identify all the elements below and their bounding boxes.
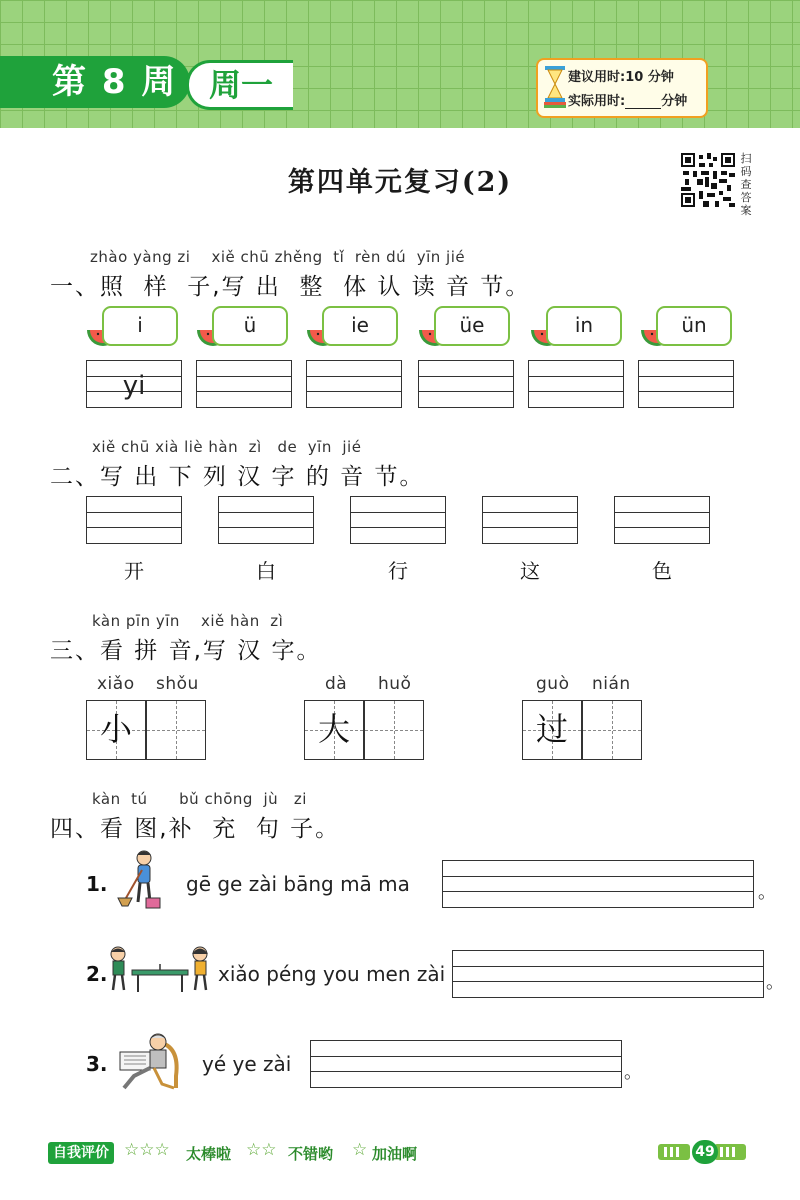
pinyin-writing-box-1[interactable]: [86, 360, 182, 408]
tian-grid-3b[interactable]: [582, 700, 642, 760]
pinyin-writing-box-6[interactable]: [638, 360, 734, 408]
period-3: 。: [624, 1062, 642, 1083]
actual-time-blank[interactable]: [625, 96, 661, 109]
section1-heading: 一、照 样 子,写 出 整 体 认 读 音 节。: [50, 274, 531, 300]
section3-heading: 三、看 拼 音,写 汉 字。: [50, 638, 322, 664]
hanzi-char-1: 开: [124, 559, 144, 583]
tian-grid-3a[interactable]: [522, 700, 582, 760]
actual-time-label: 实际用时:: [568, 94, 626, 109]
vowel-card-2: ü: [212, 306, 288, 346]
suggested-time: 建议用时:10 分钟: [568, 70, 674, 85]
tian-grid-1a[interactable]: [86, 700, 146, 760]
rating-label-keep-going: 加油啊: [372, 1145, 418, 1163]
sentence-2-pinyin: xiǎo péng you men zài: [218, 962, 446, 986]
word2-pinyin-1: dà: [325, 674, 348, 694]
two-star-rating[interactable]: ☆☆: [246, 1140, 277, 1160]
rating-label-great: 太棒啦: [186, 1145, 232, 1163]
given-char: 过: [535, 710, 568, 748]
section2-pinyin: xiě chū xià liè hàn zì de yīn jié: [92, 438, 362, 456]
actual-time-unit: 分钟: [661, 94, 688, 109]
period-1: 。: [758, 882, 776, 903]
sentence-3-pinyin: yé ye zài: [202, 1052, 292, 1076]
page-title: 第四单元复习(2): [287, 167, 513, 198]
three-star-rating[interactable]: ☆☆☆: [124, 1140, 170, 1160]
week-tab: [0, 56, 300, 108]
sentence-1-pinyin: gē ge zài bāng mā ma: [186, 872, 410, 896]
answer-line-3[interactable]: [310, 1040, 622, 1088]
page-number: 49: [692, 1140, 718, 1164]
time-box: [536, 58, 708, 118]
vowel-card-3: ie: [322, 306, 398, 346]
word1-pinyin-1: xiǎo: [97, 674, 135, 694]
hanzi-char-3: 行: [388, 559, 408, 583]
tian-grid-1b[interactable]: [146, 700, 206, 760]
pinyin-writing-box-5[interactable]: [528, 360, 624, 408]
char-pinyin-box-5[interactable]: [614, 496, 710, 544]
answer-line-1[interactable]: [442, 860, 754, 908]
word3-pinyin-2: nián: [592, 674, 631, 694]
example-answer: yi: [122, 371, 146, 401]
hourglass-icon: [544, 64, 566, 110]
vowel-card-6: ün: [656, 306, 732, 346]
week-label: 第 8 周: [0, 56, 190, 108]
period-2: 。: [766, 972, 784, 993]
given-char: 大: [317, 710, 350, 748]
kids-ping-pong-picture: [106, 942, 214, 998]
vowel-card-1: i: [102, 306, 178, 346]
char-pinyin-box-2[interactable]: [218, 496, 314, 544]
grandpa-reading-picture: [114, 1026, 186, 1092]
word3-pinyin-1: guò: [536, 674, 570, 694]
pinyin-writing-box-3[interactable]: [306, 360, 402, 408]
item-number-1: 1.: [86, 872, 108, 896]
boy-sweeping-picture: [112, 846, 164, 916]
section1-pinyin: zhào yàng zi xiě chū zhěng tǐ rèn dú yīn jié: [90, 248, 466, 266]
section4-heading: 四、看 图,补 充 句 子。: [50, 816, 341, 842]
item-number-3: 3.: [86, 1052, 108, 1076]
self-eval-label: 自我评价: [48, 1142, 114, 1164]
item-number-2: 2.: [86, 962, 108, 986]
hanzi-char-2: 白: [256, 559, 276, 583]
char-pinyin-box-4[interactable]: [482, 496, 578, 544]
actual-time: [568, 90, 687, 109]
char-pinyin-box-3[interactable]: [350, 496, 446, 544]
answer-line-2[interactable]: [452, 950, 764, 998]
vowel-card-5: in: [546, 306, 622, 346]
day-label: 周一: [186, 60, 293, 110]
given-char: 小: [99, 710, 132, 748]
section4-pinyin: kàn tú bǔ chōng jù zi: [92, 790, 307, 808]
section2-heading: 二、写 出 下 列 汉 字 的 音 节。: [50, 464, 425, 490]
tian-grid-2a[interactable]: [304, 700, 364, 760]
qr-code-icon[interactable]: [681, 153, 735, 207]
hanzi-char-5: 色: [652, 559, 672, 583]
word1-pinyin-2: shǒu: [156, 674, 199, 694]
pinyin-writing-box-4[interactable]: [418, 360, 514, 408]
vowel-card-4: üe: [434, 306, 510, 346]
pinyin-writing-box-2[interactable]: [196, 360, 292, 408]
tian-grid-2b[interactable]: [364, 700, 424, 760]
qr-label: 扫 码 查 答 案: [740, 152, 752, 217]
word2-pinyin-2: huǒ: [378, 674, 412, 694]
section3-pinyin: kàn pīn yīn xiě hàn zì: [92, 612, 284, 630]
one-star-rating[interactable]: ☆: [352, 1140, 368, 1160]
rating-label-good: 不错哟: [288, 1145, 334, 1163]
hanzi-char-4: 这: [520, 559, 540, 583]
char-pinyin-box-1[interactable]: [86, 496, 182, 544]
